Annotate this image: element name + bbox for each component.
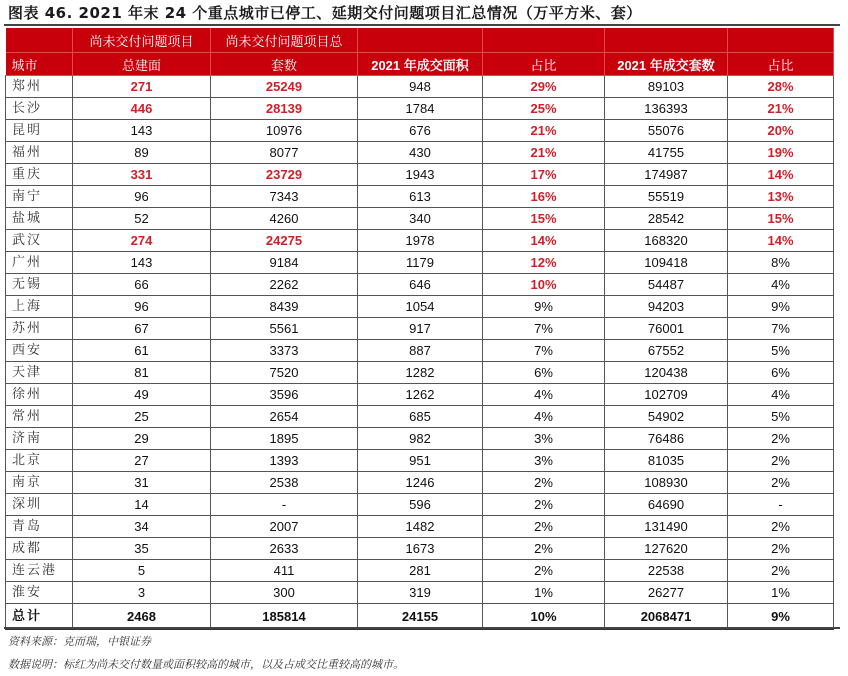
unfinished-area-cell: 446	[73, 98, 211, 120]
total-units: 185814	[211, 604, 358, 630]
sales-units-cell: 41755	[605, 142, 728, 164]
total-area: 2468	[73, 604, 211, 630]
sales-area-cell: 340	[358, 208, 483, 230]
header-unfinished-area: 总建面	[73, 53, 211, 76]
sales-area-cell: 1482	[358, 516, 483, 538]
unfinished-units-cell: 24275	[211, 230, 358, 252]
unfinished-units-cell: 8439	[211, 296, 358, 318]
area-ratio-cell: 4%	[483, 406, 605, 428]
city-cell: 苏州	[6, 318, 73, 340]
sales-area-cell: 1784	[358, 98, 483, 120]
city-cell: 深圳	[6, 494, 73, 516]
area-ratio-cell: 21%	[483, 142, 605, 164]
area-ratio-cell: 4%	[483, 384, 605, 406]
unfinished-area-cell: 29	[73, 428, 211, 450]
total-units-ratio: 9%	[728, 604, 834, 630]
sales-units-cell: 22538	[605, 560, 728, 582]
city-cell: 常州	[6, 406, 73, 428]
unfinished-units-cell: 3373	[211, 340, 358, 362]
city-cell: 连云港	[6, 560, 73, 582]
unfinished-units-cell: 5561	[211, 318, 358, 340]
table-row	[6, 560, 834, 582]
table-row	[6, 76, 834, 98]
unfinished-units-cell: 10976	[211, 120, 358, 142]
unfinished-units-cell: 7520	[211, 362, 358, 384]
sales-area-cell: 1246	[358, 472, 483, 494]
source-note: 资料来源：克而瑞，中银证券	[8, 635, 151, 648]
header-units-ratio: 占比	[728, 53, 834, 76]
unfinished-units-cell: 9184	[211, 252, 358, 274]
table-row	[6, 472, 834, 494]
area-ratio-cell: 7%	[483, 318, 605, 340]
sales-units-cell: 64690	[605, 494, 728, 516]
units-ratio-cell: 8%	[728, 252, 834, 274]
table-row	[6, 98, 834, 120]
units-ratio-cell: 4%	[728, 274, 834, 296]
sales-units-cell: 55519	[605, 186, 728, 208]
sales-units-cell: 89103	[605, 76, 728, 98]
sales-area-cell: 613	[358, 186, 483, 208]
unfinished-area-cell: 52	[73, 208, 211, 230]
units-ratio-cell: 5%	[728, 406, 834, 428]
units-ratio-cell: 13%	[728, 186, 834, 208]
total-row	[6, 604, 834, 630]
sales-units-cell: 76486	[605, 428, 728, 450]
unfinished-area-cell: 143	[73, 252, 211, 274]
unfinished-units-cell: 25249	[211, 76, 358, 98]
area-ratio-cell: 12%	[483, 252, 605, 274]
sales-area-cell: 1282	[358, 362, 483, 384]
city-problem-projects-table	[5, 28, 834, 630]
city-cell: 无锡	[6, 274, 73, 296]
unfinished-units-cell: 2633	[211, 538, 358, 560]
header-top-sales-units	[605, 28, 728, 53]
data-explanation-note: 数据说明：标红为尚未交付数量或面积较高的城市，以及占成交比重较高的城市。	[8, 658, 404, 671]
unfinished-area-cell: 31	[73, 472, 211, 494]
area-ratio-cell: 29%	[483, 76, 605, 98]
table-row	[6, 494, 834, 516]
unfinished-area-cell: 96	[73, 296, 211, 318]
unfinished-area-cell: 96	[73, 186, 211, 208]
sales-units-cell: 120438	[605, 362, 728, 384]
sales-area-cell: 917	[358, 318, 483, 340]
area-ratio-cell: 17%	[483, 164, 605, 186]
units-ratio-cell: 2%	[728, 428, 834, 450]
area-ratio-cell: 2%	[483, 516, 605, 538]
table-row	[6, 406, 834, 428]
figure-title: 图表 46. 2021 年末 24 个重点城市已停工、延期交付问题项目汇总情况（万平方米、套）	[8, 4, 642, 22]
area-ratio-cell: 7%	[483, 340, 605, 362]
area-ratio-cell: 14%	[483, 230, 605, 252]
table-row	[6, 230, 834, 252]
header-city: 城市	[6, 53, 73, 76]
sales-units-cell: 28542	[605, 208, 728, 230]
area-ratio-cell: 16%	[483, 186, 605, 208]
city-cell: 徐州	[6, 384, 73, 406]
city-cell: 福州	[6, 142, 73, 164]
sales-area-cell: 281	[358, 560, 483, 582]
unfinished-units-cell: 2654	[211, 406, 358, 428]
units-ratio-cell: 19%	[728, 142, 834, 164]
unfinished-area-cell: 274	[73, 230, 211, 252]
unfinished-units-cell: 2007	[211, 516, 358, 538]
title-divider	[4, 24, 840, 26]
city-cell: 重庆	[6, 164, 73, 186]
units-ratio-cell: 21%	[728, 98, 834, 120]
table-row	[6, 428, 834, 450]
units-ratio-cell: 20%	[728, 120, 834, 142]
sales-area-cell: 1978	[358, 230, 483, 252]
city-cell: 广州	[6, 252, 73, 274]
sales-units-cell: 54487	[605, 274, 728, 296]
table-row	[6, 274, 834, 296]
sales-area-cell: 430	[358, 142, 483, 164]
city-cell: 青岛	[6, 516, 73, 538]
header-unfinished-units: 套数	[211, 53, 358, 76]
table-row	[6, 340, 834, 362]
sales-units-cell: 76001	[605, 318, 728, 340]
unfinished-area-cell: 143	[73, 120, 211, 142]
table-body	[6, 76, 834, 630]
unfinished-area-cell: 3	[73, 582, 211, 604]
area-ratio-cell: 9%	[483, 296, 605, 318]
header-2021-sales-units: 2021 年成交套数	[605, 53, 728, 76]
table-row	[6, 252, 834, 274]
sales-units-cell: 136393	[605, 98, 728, 120]
units-ratio-cell: 2%	[728, 516, 834, 538]
unfinished-area-cell: 25	[73, 406, 211, 428]
area-ratio-cell: 2%	[483, 538, 605, 560]
units-ratio-cell: 9%	[728, 296, 834, 318]
sales-area-cell: 676	[358, 120, 483, 142]
unfinished-area-cell: 67	[73, 318, 211, 340]
sales-units-cell: 81035	[605, 450, 728, 472]
sales-units-cell: 108930	[605, 472, 728, 494]
unfinished-area-cell: 331	[73, 164, 211, 186]
unfinished-area-cell: 14	[73, 494, 211, 516]
units-ratio-cell: 28%	[728, 76, 834, 98]
area-ratio-cell: 6%	[483, 362, 605, 384]
header-top-area: 尚未交付问题项目	[73, 28, 211, 53]
sales-units-cell: 131490	[605, 516, 728, 538]
sales-area-cell: 1943	[358, 164, 483, 186]
table-row	[6, 538, 834, 560]
sales-units-cell: 174987	[605, 164, 728, 186]
units-ratio-cell: 15%	[728, 208, 834, 230]
city-cell: 西安	[6, 340, 73, 362]
footer-divider	[4, 627, 840, 629]
unfinished-units-cell: 8077	[211, 142, 358, 164]
city-cell: 武汉	[6, 230, 73, 252]
units-ratio-cell: 6%	[728, 362, 834, 384]
unfinished-units-cell: -	[211, 494, 358, 516]
sales-area-cell: 319	[358, 582, 483, 604]
city-cell: 济南	[6, 428, 73, 450]
unfinished-units-cell: 7343	[211, 186, 358, 208]
header-top-area-ratio	[483, 28, 605, 53]
header-top-units-ratio	[728, 28, 834, 53]
sales-area-cell: 887	[358, 340, 483, 362]
unfinished-area-cell: 89	[73, 142, 211, 164]
total-label: 总计	[6, 604, 73, 630]
city-cell: 淮安	[6, 582, 73, 604]
city-cell: 成都	[6, 538, 73, 560]
sales-units-cell: 168320	[605, 230, 728, 252]
table-row	[6, 296, 834, 318]
sales-area-cell: 1054	[358, 296, 483, 318]
header-2021-sales-area: 2021 年成交面积	[358, 53, 483, 76]
table-row	[6, 318, 834, 340]
area-ratio-cell: 3%	[483, 428, 605, 450]
table-row	[6, 186, 834, 208]
units-ratio-cell: 2%	[728, 538, 834, 560]
area-ratio-cell: 1%	[483, 582, 605, 604]
unfinished-units-cell: 4260	[211, 208, 358, 230]
table-row	[6, 142, 834, 164]
table-row	[6, 582, 834, 604]
unfinished-area-cell: 27	[73, 450, 211, 472]
unfinished-units-cell: 411	[211, 560, 358, 582]
area-ratio-cell: 10%	[483, 274, 605, 296]
area-ratio-cell: 2%	[483, 560, 605, 582]
table-row	[6, 450, 834, 472]
units-ratio-cell: 14%	[728, 164, 834, 186]
area-ratio-cell: 3%	[483, 450, 605, 472]
sales-units-cell: 127620	[605, 538, 728, 560]
sales-units-cell: 102709	[605, 384, 728, 406]
sales-units-cell: 55076	[605, 120, 728, 142]
area-ratio-cell: 15%	[483, 208, 605, 230]
table-row	[6, 384, 834, 406]
area-ratio-cell: 21%	[483, 120, 605, 142]
table-row	[6, 120, 834, 142]
city-cell: 昆明	[6, 120, 73, 142]
sales-units-cell: 26277	[605, 582, 728, 604]
total-sales-units: 2068471	[605, 604, 728, 630]
unfinished-area-cell: 81	[73, 362, 211, 384]
sales-area-cell: 596	[358, 494, 483, 516]
sales-units-cell: 109418	[605, 252, 728, 274]
unfinished-area-cell: 34	[73, 516, 211, 538]
sales-area-cell: 685	[358, 406, 483, 428]
sales-units-cell: 54902	[605, 406, 728, 428]
units-ratio-cell: -	[728, 494, 834, 516]
units-ratio-cell: 5%	[728, 340, 834, 362]
units-ratio-cell: 7%	[728, 318, 834, 340]
city-cell: 上海	[6, 296, 73, 318]
units-ratio-cell: 4%	[728, 384, 834, 406]
city-cell: 郑州	[6, 76, 73, 98]
header-row-bottom	[6, 53, 834, 76]
unfinished-area-cell: 49	[73, 384, 211, 406]
city-cell: 长沙	[6, 98, 73, 120]
sales-area-cell: 1179	[358, 252, 483, 274]
units-ratio-cell: 1%	[728, 582, 834, 604]
table-row	[6, 164, 834, 186]
table-row	[6, 516, 834, 538]
unfinished-units-cell: 2538	[211, 472, 358, 494]
area-ratio-cell: 2%	[483, 472, 605, 494]
sales-area-cell: 1673	[358, 538, 483, 560]
unfinished-units-cell: 28139	[211, 98, 358, 120]
city-cell: 南宁	[6, 186, 73, 208]
sales-area-cell: 982	[358, 428, 483, 450]
header-area-ratio: 占比	[483, 53, 605, 76]
units-ratio-cell: 14%	[728, 230, 834, 252]
total-area-ratio: 10%	[483, 604, 605, 630]
city-cell: 天津	[6, 362, 73, 384]
unfinished-area-cell: 61	[73, 340, 211, 362]
city-cell: 盐城	[6, 208, 73, 230]
sales-area-cell: 646	[358, 274, 483, 296]
city-cell: 南京	[6, 472, 73, 494]
unfinished-units-cell: 300	[211, 582, 358, 604]
unfinished-units-cell: 1895	[211, 428, 358, 450]
units-ratio-cell: 2%	[728, 450, 834, 472]
unfinished-units-cell: 3596	[211, 384, 358, 406]
header-top-sales-area	[358, 28, 483, 53]
sales-units-cell: 67552	[605, 340, 728, 362]
unfinished-area-cell: 271	[73, 76, 211, 98]
area-ratio-cell: 25%	[483, 98, 605, 120]
header-top-units: 尚未交付问题项目总	[211, 28, 358, 53]
table-row	[6, 208, 834, 230]
unfinished-area-cell: 5	[73, 560, 211, 582]
unfinished-units-cell: 23729	[211, 164, 358, 186]
header-row-top	[6, 28, 834, 53]
city-cell: 北京	[6, 450, 73, 472]
table-row	[6, 362, 834, 384]
sales-area-cell: 948	[358, 76, 483, 98]
unfinished-units-cell: 1393	[211, 450, 358, 472]
total-sales-area: 24155	[358, 604, 483, 630]
sales-units-cell: 94203	[605, 296, 728, 318]
units-ratio-cell: 2%	[728, 472, 834, 494]
header-top-city	[6, 28, 73, 53]
sales-area-cell: 951	[358, 450, 483, 472]
unfinished-area-cell: 35	[73, 538, 211, 560]
units-ratio-cell: 2%	[728, 560, 834, 582]
area-ratio-cell: 2%	[483, 494, 605, 516]
unfinished-area-cell: 66	[73, 274, 211, 296]
sales-area-cell: 1262	[358, 384, 483, 406]
unfinished-units-cell: 2262	[211, 274, 358, 296]
